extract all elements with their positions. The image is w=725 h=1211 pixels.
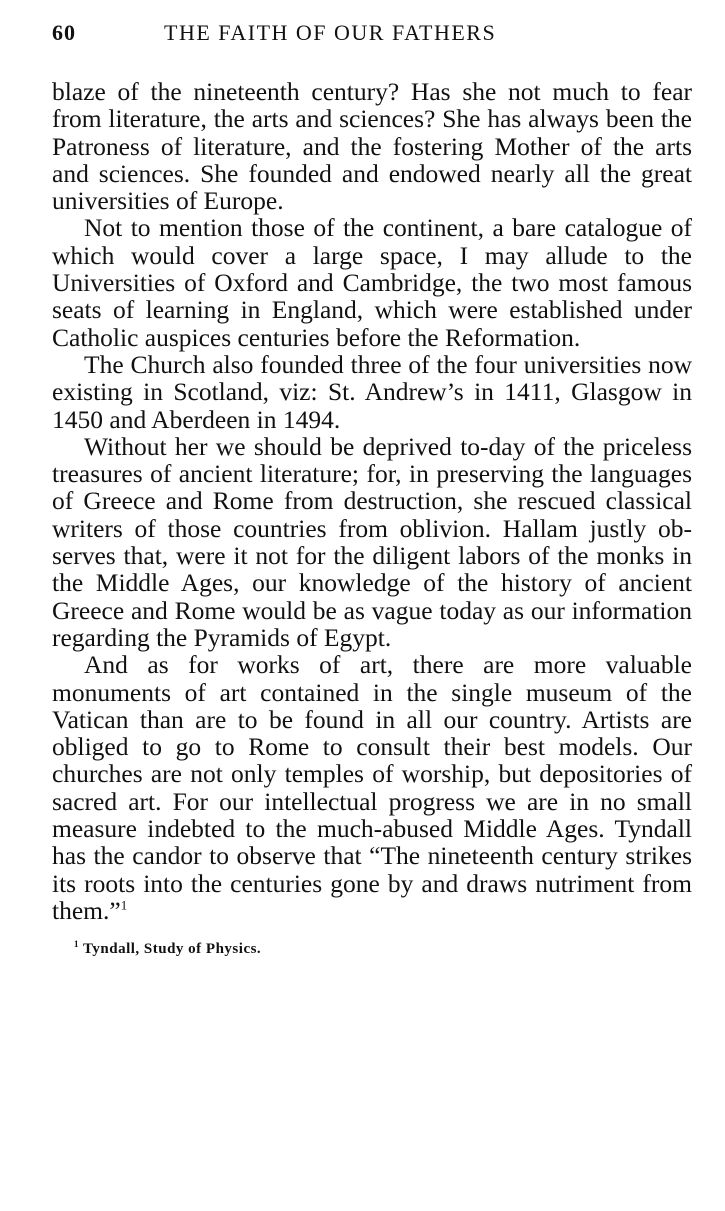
paragraph-continuation: blaze of the nineteenth century? Has she not much to fear from literature, the arts and sciences? She has always been the Patroness of literature, and the fostering Mother of the arts and sciences. She founded and endowed nearly all the great universities of Europe.	[52, 77, 692, 216]
paragraph-art-text: And as for works of art, there are more valuable monuments of art contained in the single museum of the Vatican than are to be found in all our country. Artists are obliged to go to Rome to consult their best models. Our churches are not only temples of worship, but depositories of sacred art. For our intellectual progress we are in no small measure indebted to the much-abused Middle Ages. Tyndall has the candor to observe that “The nineteenth century strikes its roots into the centuries gone by and draws nutriment from them.”	[52, 650, 692, 925]
footnote	[52, 940, 692, 958]
page-number: 60	[52, 20, 76, 45]
book-page	[52, 14, 692, 958]
body-text	[52, 78, 692, 924]
paragraph-literature: Without her we should be deprived to-day of the priceless treasures of ancient literature; for, in preserving the languages of Greece and Rome from destruction, she rescued classical writers of those countries from oblivion. Hallam justly observes that, were it not for the diligent labors of the monks in the Middle Ages, our knowledge of the history of ancient Greece and Rome would be as vague today as our information regarding the Pyramids of Egypt.	[52, 431, 692, 652]
running-head	[52, 14, 692, 48]
paragraph-universities: Not to mention those of the continent, a bare catalogue of which would cover a large space, I may allude to the Universities of Oxford and Cambridge, the two most famous seats of learning in England, which were established under Catholic auspices centuries before the Reformation.	[52, 213, 692, 352]
footnote-marker: 1	[74, 939, 79, 950]
running-title: THE FAITH OF OUR FATHERS	[164, 20, 497, 45]
footnote-text: Tyndall, Study of Physics.	[83, 941, 262, 958]
paragraph-art	[52, 651, 692, 924]
paragraph-scotland: The Church also founded three of the four universities now existing in Scotland, viz: St. Andrew’s in 1411, Glasgow in 1450 and Aberdeen in 1494.	[52, 349, 692, 434]
footnote-reference: 1	[120, 897, 128, 913]
